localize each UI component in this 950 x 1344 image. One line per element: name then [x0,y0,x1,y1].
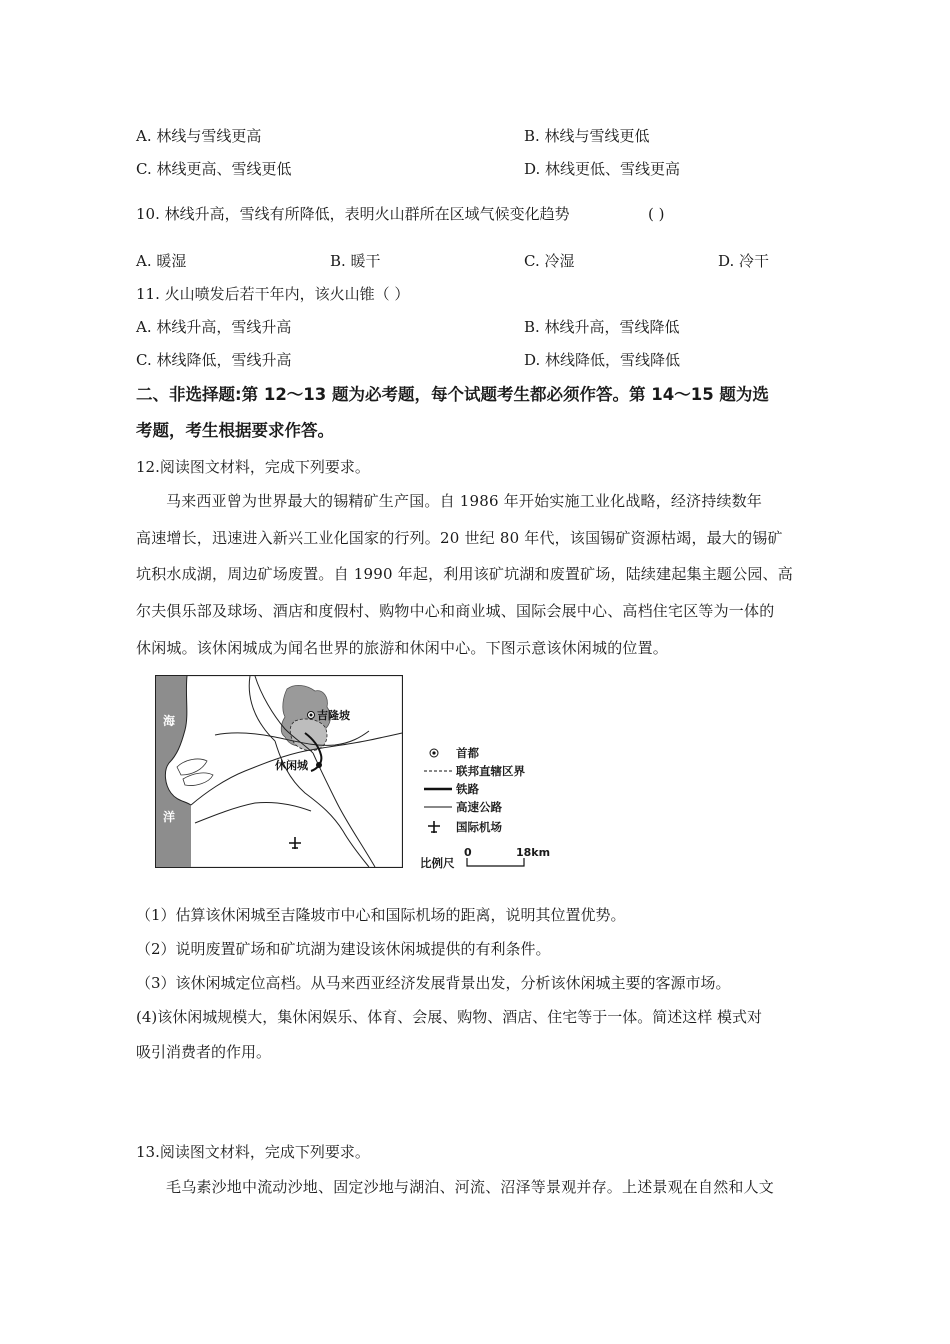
railway-legend-icon [424,783,452,795]
scale-bar [466,858,526,868]
legend-federal-border-label: 联邦直辖区界 [456,764,525,778]
q10-option-c: C. 冷湿 [524,252,575,270]
q12-sub-2: （2）说明废置矿场和矿坑湖为建设该休闲城提供的有利条件。 [136,940,551,958]
q12-paragraph-line: 高速增长，迅速进入新兴工业化国家的行列。20 世纪 80 年代，该国锡矿资源枯竭，最大的锡矿 [136,529,783,547]
q9-option-d: D. 林线更低、雪线更高 [524,160,681,178]
map-legend [420,740,580,870]
sea-label-2: 洋 [163,810,176,824]
leisure-city-location-map [155,675,403,868]
sea-label-1: 海 [163,714,176,728]
q10-option-b: B. 暖干 [330,252,381,270]
q9-option-b: B. 林线与雪线更低 [524,127,650,145]
q12-paragraph-line: 休闲城。该休闲城成为闻名世界的旅游和休闲中心。下图示意该休闲城的位置。 [136,639,669,657]
leisure-city-dot [316,762,322,768]
q9-option-a: A. 林线与雪线更高 [136,127,262,145]
dashed-line-legend-icon [424,765,452,777]
section-heading-line1: 二、非选择题:第 12～13 题为必考题，每个试题考生都必须作答。第 14～15 题为选 [136,385,769,404]
q13-paragraph-line: 毛乌素沙地中流动沙地、固定沙地与湖泊、河流、沼泽等景观并存。上述景观在自然和人文 [166,1178,775,1196]
scale-zero: 0 [464,846,472,859]
airplane-icon [424,821,452,833]
legend-airport-label: 国际机场 [456,820,502,834]
q11-option-c: C. 林线降低，雪线升高 [136,351,292,369]
capital-symbol-dot [310,714,313,717]
scale-max: 18km [516,846,551,859]
highway-legend-icon [424,801,452,813]
q11-stem: 11. 火山喷发后若干年内，该火山锥（ ） [136,285,410,303]
q12-sub-1: （1）估算该休闲城至吉隆坡市中心和国际机场的距离，说明其位置优势。 [136,906,626,924]
q12-paragraph-line: 尔夫俱乐部及球场、酒店和度假村、购物中心和商业城、国际会展中心、高档住宅区等为一体的 [136,602,775,620]
capital-legend-icon [424,747,452,759]
q10-option-a: A. 暖湿 [136,252,187,270]
legend-railway-label: 铁路 [456,782,479,796]
q11-option-d: D. 林线降低，雪线降低 [524,351,681,369]
q12-sub-4-cont: 吸引消费者的作用。 [136,1043,272,1061]
capital-label: 吉隆坡 [317,709,350,722]
q12-title: 12.阅读图文材料，完成下列要求。 [136,458,370,476]
legend-highway-label: 高速公路 [456,800,502,814]
q9-option-c: C. 林线更高、雪线更低 [136,160,292,178]
q10-stem: 10. 林线升高，雪线有所降低，表明火山群所在区域气候变化趋势 [136,205,570,223]
scale-label: 比例尺 [420,856,455,870]
section-heading-line2: 考题，考生根据要求作答。 [136,421,334,440]
legend-capital-label: 首都 [456,746,479,760]
q11-option-a: A. 林线升高，雪线升高 [136,318,292,336]
q13-title: 13.阅读图文材料，完成下列要求。 [136,1143,370,1161]
leisure-city-label: 休闲城 [275,759,308,772]
q12-paragraph-line: 马来西亚曾为世界最大的锡精矿生产国。自 1986 年开始实施工业化战略，经济持续数年 [166,492,763,510]
q11-option-b: B. 林线升高，雪线降低 [524,318,680,336]
q12-sub-4: (4)该休闲城规模大，集休闲娱乐、体育、会展、购物、酒店、住宅等于一体。简述这样 模式对 [136,1008,763,1026]
q10-answer-paren: ( ) [648,205,665,223]
q10-option-d: D. 冷干 [718,252,770,270]
q12-paragraph-line: 坑积水成湖，周边矿场废置。自 1990 年起，利用该矿坑湖和废置矿场，陆续建起集主题公园、高 [136,565,793,583]
legend-scale [420,846,580,870]
q12-sub-3: （3）该休闲城定位高档。从马来西亚经济发展背景出发，分析该休闲城主要的客源市场。 [136,974,731,992]
